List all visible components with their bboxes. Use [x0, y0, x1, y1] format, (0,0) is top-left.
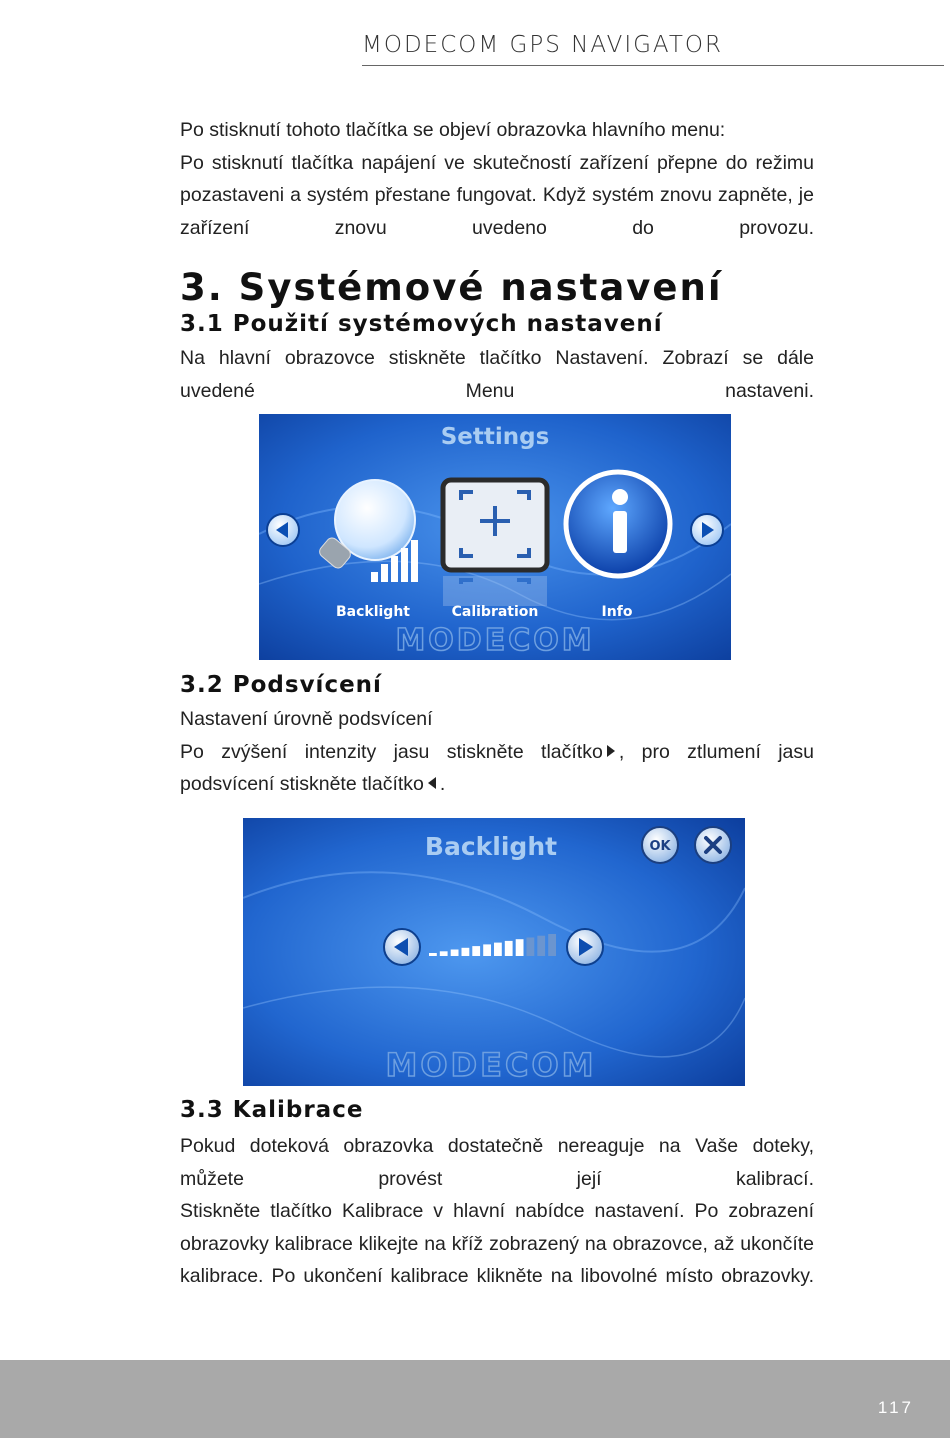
level-segment — [483, 944, 491, 956]
next-arrow-button[interactable] — [691, 514, 723, 546]
backlight-screenshot — [243, 818, 745, 1086]
intro-line: Po stisknutí tohoto tlačítka se objeví obrazovka hlavního menu: — [180, 119, 726, 141]
level-segment — [494, 943, 502, 956]
calibration-item[interactable] — [443, 480, 547, 620]
increase-button[interactable] — [567, 929, 603, 965]
backlight-title: Backlight — [424, 832, 558, 861]
calibration-reflection — [443, 576, 547, 606]
info-label: Info — [601, 604, 633, 620]
info-icon — [566, 472, 670, 576]
section-3-3-paragraph-2: Stiskněte tlačítko Kalibrace v hlavní nabídce nastavení. Po zobrazení obrazovky kalibrace klikejte na kříž zobrazený na obrazovce, až ukončíte kalibrace. Po ukončení kalibrace klikněte na libovolné místo obrazovky. — [180, 1200, 814, 1287]
ok-label: OK — [649, 839, 671, 854]
decrease-button[interactable] — [384, 929, 420, 965]
dim-text-end: . — [439, 773, 446, 795]
level-segment — [537, 936, 545, 956]
intro-paragraph: Po stisknutí tlačítka napájení ve skutečností zařízení přepne do režimu pozastaveni a systém přestane fungovat. Když systém znovu zapněte, je zařízení znovu uvedeno do provozu. — [180, 151, 814, 239]
section-3-1-text — [180, 342, 814, 407]
level-segment — [548, 934, 556, 956]
level-segment — [505, 941, 513, 956]
intro-text — [180, 114, 814, 244]
level-segment — [429, 953, 437, 956]
modecom-watermark: MODECOM — [395, 623, 595, 658]
section-3-3-paragraph-1: Pokud doteková obrazovka dostatečně nereaguje na Vaše doteky, můžete provést její kalibrací. — [180, 1135, 814, 1190]
header-rule — [362, 65, 944, 66]
dim-text: podsvícení stiskněte tlačítko — [180, 773, 424, 795]
page-number: 117 — [877, 1398, 914, 1417]
settings-title: Settings — [440, 424, 550, 450]
close-button[interactable] — [695, 827, 731, 863]
section-3-2-line-1: Nastavení úrovně podsvícení — [180, 708, 433, 730]
level-segment — [462, 948, 470, 956]
level-segment — [440, 951, 448, 956]
right-triangle-icon — [607, 745, 615, 757]
level-segment — [451, 950, 459, 957]
left-triangle-icon — [428, 777, 436, 789]
level-segment — [527, 938, 535, 957]
ok-button[interactable] — [642, 827, 678, 863]
section-3-2-text — [180, 703, 814, 801]
section-3-1-paragraph: Na hlavní obrazovce stiskněte tlačítko Nastavení. Zobrazí se dále uvedené Menu nastaveni. — [180, 347, 814, 402]
section-3-2-line-3 — [180, 768, 814, 801]
section-3-3-text — [180, 1130, 814, 1293]
running-header: MODECOM GPS NAVIGATOR — [362, 32, 724, 58]
decrease-text: , pro ztlumení jasu — [618, 740, 814, 763]
section-3-3-heading: 3.3 Kalibrace — [180, 1097, 364, 1123]
backlight-label: Backlight — [335, 604, 411, 620]
level-segment — [472, 946, 480, 956]
modecom-watermark: MODECOM — [385, 1046, 597, 1084]
section-3-1-heading: 3.1 Použití systémových nastavení — [180, 311, 663, 337]
footer-band — [0, 1360, 950, 1438]
calibration-icon — [443, 480, 547, 570]
section-3-2-line-2 — [180, 736, 814, 769]
calibration-label: Calibration — [451, 604, 539, 620]
settings-screenshot — [259, 414, 731, 660]
level-segment — [516, 939, 524, 956]
section-3-heading: 3. Systémové nastavení — [180, 266, 723, 309]
prev-arrow-button[interactable] — [267, 514, 299, 546]
section-3-2-heading: 3.2 Podsvícení — [180, 672, 382, 698]
increase-text: Po zvýšení intenzity jasu stiskněte tlačítko — [180, 740, 603, 763]
